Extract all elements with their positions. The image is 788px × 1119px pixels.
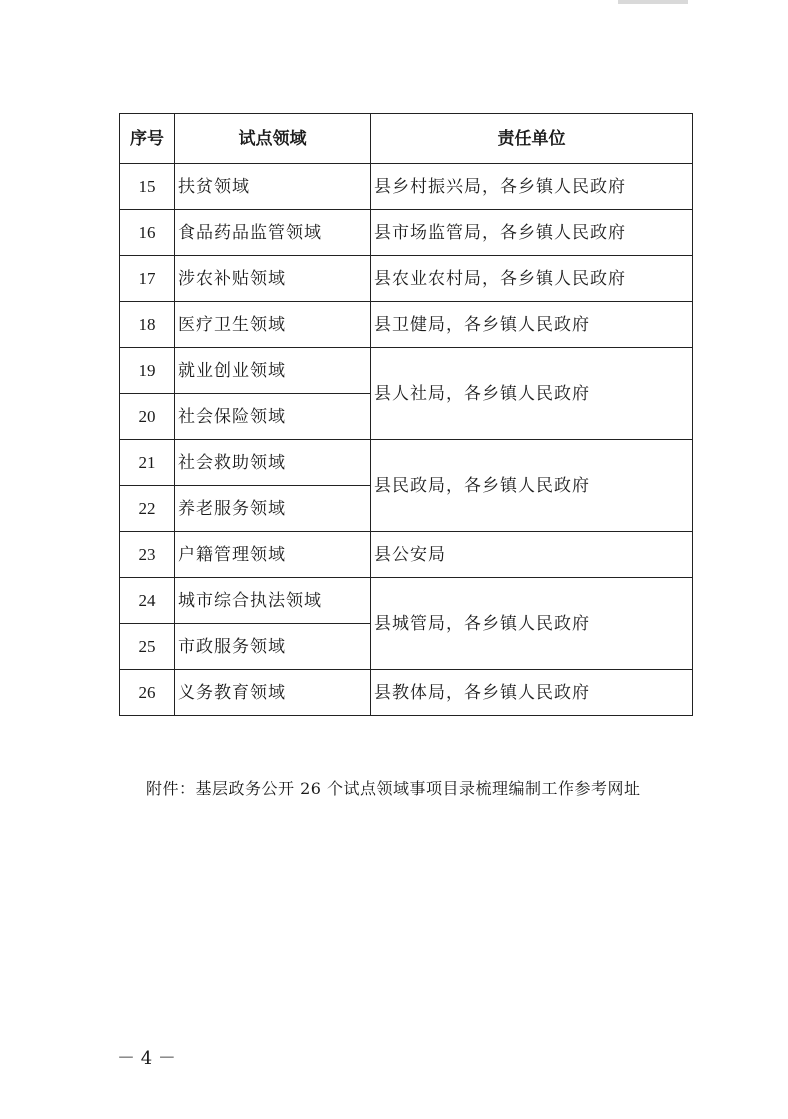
- table-row: [120, 210, 693, 256]
- page-number: － 4 －: [117, 1048, 176, 1069]
- table-row: [120, 164, 693, 210]
- header-domain: 试点领域: [175, 114, 371, 164]
- responsibility-table: [119, 113, 693, 716]
- row-number: 22: [120, 486, 175, 532]
- row-unit: 县农业农村局，各乡镇人民政府: [371, 256, 693, 302]
- table-row: [120, 532, 693, 578]
- row-unit: 县乡村振兴局，各乡镇人民政府: [371, 164, 693, 210]
- attachment-note: 附件：基层政务公开 26 个试点领域事项目录梳理编制工作参考网址: [146, 779, 641, 798]
- row-domain: 医疗卫生领域: [175, 302, 371, 348]
- row-number: 16: [120, 210, 175, 256]
- row-domain: 养老服务领域: [175, 486, 371, 532]
- scan-artifact: [618, 0, 688, 4]
- row-number: 17: [120, 256, 175, 302]
- row-unit: 县教体局，各乡镇人民政府: [371, 670, 693, 716]
- row-unit: 县卫健局，各乡镇人民政府: [371, 302, 693, 348]
- row-number: 24: [120, 578, 175, 624]
- row-domain: 扶贫领域: [175, 164, 371, 210]
- row-domain: 城市综合执法领域: [175, 578, 371, 624]
- row-domain: 户籍管理领域: [175, 532, 371, 578]
- row-number: 23: [120, 532, 175, 578]
- row-number: 19: [120, 348, 175, 394]
- row-number: 20: [120, 394, 175, 440]
- table-row: [120, 302, 693, 348]
- row-domain: 社会保险领域: [175, 394, 371, 440]
- row-domain: 社会救助领域: [175, 440, 371, 486]
- row-domain: 涉农补贴领域: [175, 256, 371, 302]
- row-number: 21: [120, 440, 175, 486]
- table-header-row: [120, 114, 693, 164]
- row-domain: 义务教育领域: [175, 670, 371, 716]
- row-domain: 食品药品监管领域: [175, 210, 371, 256]
- table-row: [120, 348, 693, 394]
- row-number: 26: [120, 670, 175, 716]
- row-domain: 市政服务领域: [175, 624, 371, 670]
- row-number: 18: [120, 302, 175, 348]
- header-number: 序号: [120, 114, 175, 164]
- table-row: [120, 440, 693, 486]
- row-number: 25: [120, 624, 175, 670]
- row-unit: 县人社局，各乡镇人民政府: [371, 348, 693, 440]
- row-unit: 县城管局，各乡镇人民政府: [371, 578, 693, 670]
- table-row: [120, 670, 693, 716]
- header-unit: 责任单位: [371, 114, 693, 164]
- row-unit: 县公安局: [371, 532, 693, 578]
- row-number: 15: [120, 164, 175, 210]
- row-unit: 县民政局，各乡镇人民政府: [371, 440, 693, 532]
- row-unit: 县市场监管局，各乡镇人民政府: [371, 210, 693, 256]
- row-domain: 就业创业领域: [175, 348, 371, 394]
- table-row: [120, 578, 693, 624]
- table-row: [120, 256, 693, 302]
